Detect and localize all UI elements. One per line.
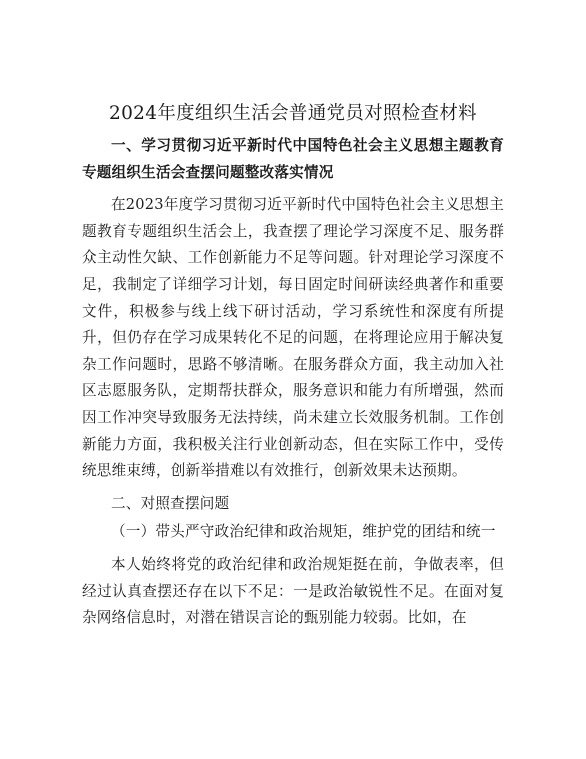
subsection-heading-1: （一）带头严守政治纪律和政治规矩，维护党的团结和统一 [111,523,496,541]
body-paragraph-1: 在2023年度学习贯彻习近平新时代中国特色社会主义思想主题教育专题组织生活会上，我查摆了理论学习深度不足、服务群众主动性欠缺、工作创新能力不足等问题。针对理论学习深度不足，我制定了详细学习计划，每日固定时间研读经典著作和重要文件，积极参与线上线下研讨活动，学习系统性和深度有所提升，但仍存在学习成果转化不足的问题，在将理论应用于解决复杂工作问题时，思路不够清晰。在服务群众方面，我主动加入社区志愿服务队，定期帮扶群众，服务意识和能力有所增强，然而因工作冲突导致服务无法持续，尚未建立长效服务机制。工作创新能力方面，我积极关注行业创新动态，但在实际工作中，受传统思维束缚，创新举措难以有效推行，创新效果未达预期。 [82,196,504,480]
section-heading-1: 一、学习贯彻习近平新时代中国特色社会主义思想主题教育专题组织生活会查摆问题整改落实情况 [82,137,504,181]
document-page [82,97,504,632]
document-title: 2024年度组织生活会普通党员对照检查材料 [109,103,477,124]
section-heading-2: 二、对照查摆问题 [111,494,230,512]
body-paragraph-2: 本人始终将党的政治纪律和政治规矩挺在前，争做表率，但经过认真查摆还存在以下不足：一是政治敏锐性不足。在面对复杂网络信息时，对潜在错误言论的甄别能力较弱。比如，在 [82,555,504,627]
